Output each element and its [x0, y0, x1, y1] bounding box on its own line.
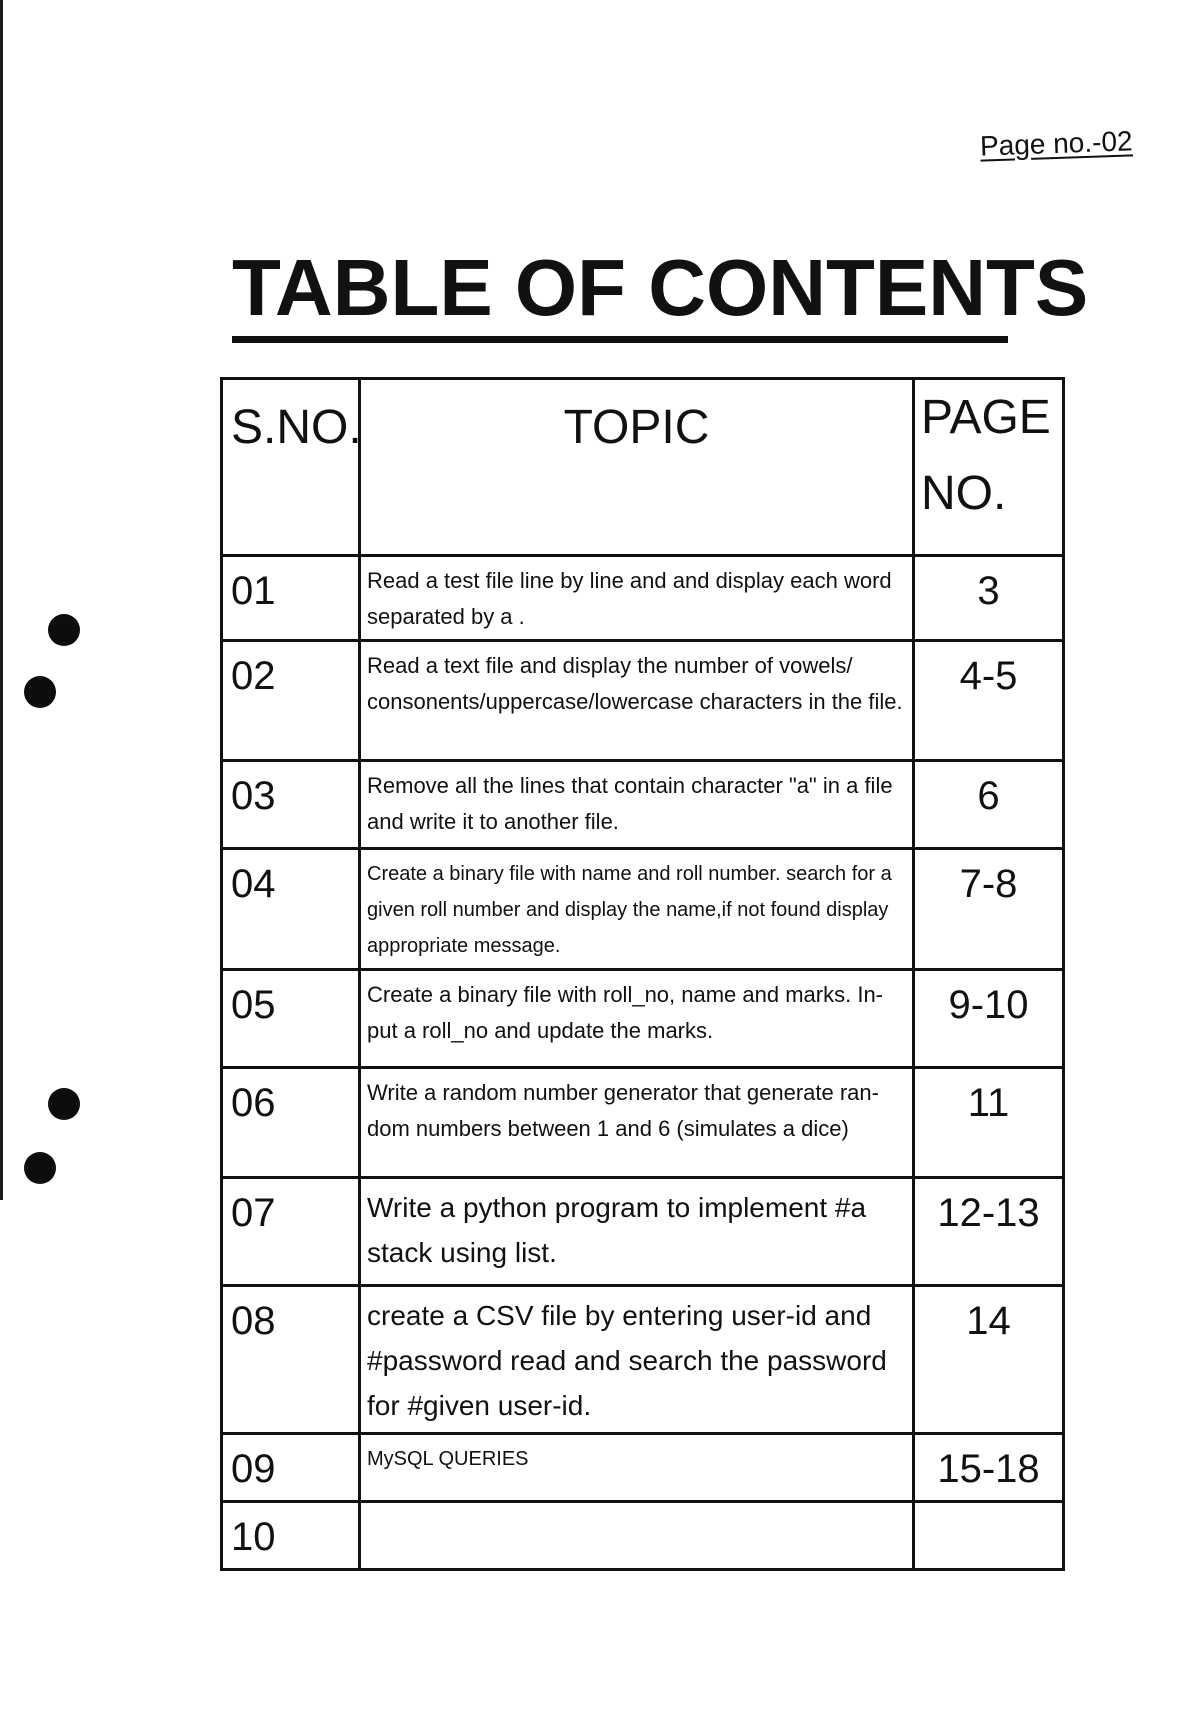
table-row	[222, 761, 1064, 849]
row-page: 3	[914, 556, 1064, 641]
table-row	[222, 849, 1064, 970]
row-page: 7-8	[914, 849, 1064, 970]
row-topic: create a CSV file by entering user-id and #password read and search the password for #given user-id.	[360, 1286, 914, 1434]
table-row	[222, 556, 1064, 641]
row-sno: 08	[222, 1286, 360, 1434]
table-row	[222, 1434, 1064, 1502]
header-page-line1: PAGE	[921, 391, 1051, 444]
header-page-line2: NO.	[921, 467, 1007, 520]
row-sno: 02	[222, 641, 360, 761]
page-left-edge	[0, 0, 3, 1200]
punch-hole	[24, 1152, 56, 1184]
row-topic: Write a python program to implement #a stack using list.	[360, 1178, 914, 1286]
row-topic: Create a binary file with name and roll number. search for a given roll number and display the name,if not found display appropriate message.	[360, 849, 914, 970]
row-page: 4-5	[914, 641, 1064, 761]
row-page	[914, 1502, 1064, 1570]
row-sno: 03	[222, 761, 360, 849]
row-topic: Remove all the lines that contain character "a" in a file and write it to another file.	[360, 761, 914, 849]
row-sno: 01	[222, 556, 360, 641]
page-number: Page no.-02	[979, 125, 1134, 162]
row-topic: Create a binary file with roll_no, name and marks. In-put a roll_no and update the marks.	[360, 970, 914, 1068]
header-page-no	[914, 379, 1064, 556]
row-sno: 09	[222, 1434, 360, 1502]
page-title: TABLE OF CONTENTS	[232, 240, 1008, 343]
table-header-row	[222, 379, 1064, 556]
row-page: 6	[914, 761, 1064, 849]
header-topic: TOPIC	[360, 379, 914, 556]
row-topic: Write a random number generator that generate ran-dom numbers between 1 and 6 (simulates a dice)	[360, 1068, 914, 1178]
table-row	[222, 1502, 1064, 1570]
table-row	[222, 641, 1064, 761]
row-topic: Read a text file and display the number of vowels/ consonents/uppercase/lowercase characters in the file.	[360, 641, 914, 761]
punch-hole	[48, 1088, 80, 1120]
row-page: 12-13	[914, 1178, 1064, 1286]
row-sno: 04	[222, 849, 360, 970]
row-sno: 05	[222, 970, 360, 1068]
row-page: 11	[914, 1068, 1064, 1178]
row-topic: Read a test file line by line and and display each word separated by a .	[360, 556, 914, 641]
header-sno: S.NO.	[222, 379, 360, 556]
row-topic	[360, 1502, 914, 1570]
table-row	[222, 970, 1064, 1068]
punch-hole	[24, 676, 56, 708]
table-row	[222, 1286, 1064, 1434]
punch-hole	[48, 614, 80, 646]
row-page: 15-18	[914, 1434, 1064, 1502]
table-row	[222, 1178, 1064, 1286]
row-sno: 07	[222, 1178, 360, 1286]
row-sno: 06	[222, 1068, 360, 1178]
row-page: 14	[914, 1286, 1064, 1434]
row-sno: 10	[222, 1502, 360, 1570]
row-page: 9-10	[914, 970, 1064, 1068]
table-of-contents	[220, 377, 1065, 1571]
table-row	[222, 1068, 1064, 1178]
row-topic: MySQL QUERIES	[360, 1434, 914, 1502]
